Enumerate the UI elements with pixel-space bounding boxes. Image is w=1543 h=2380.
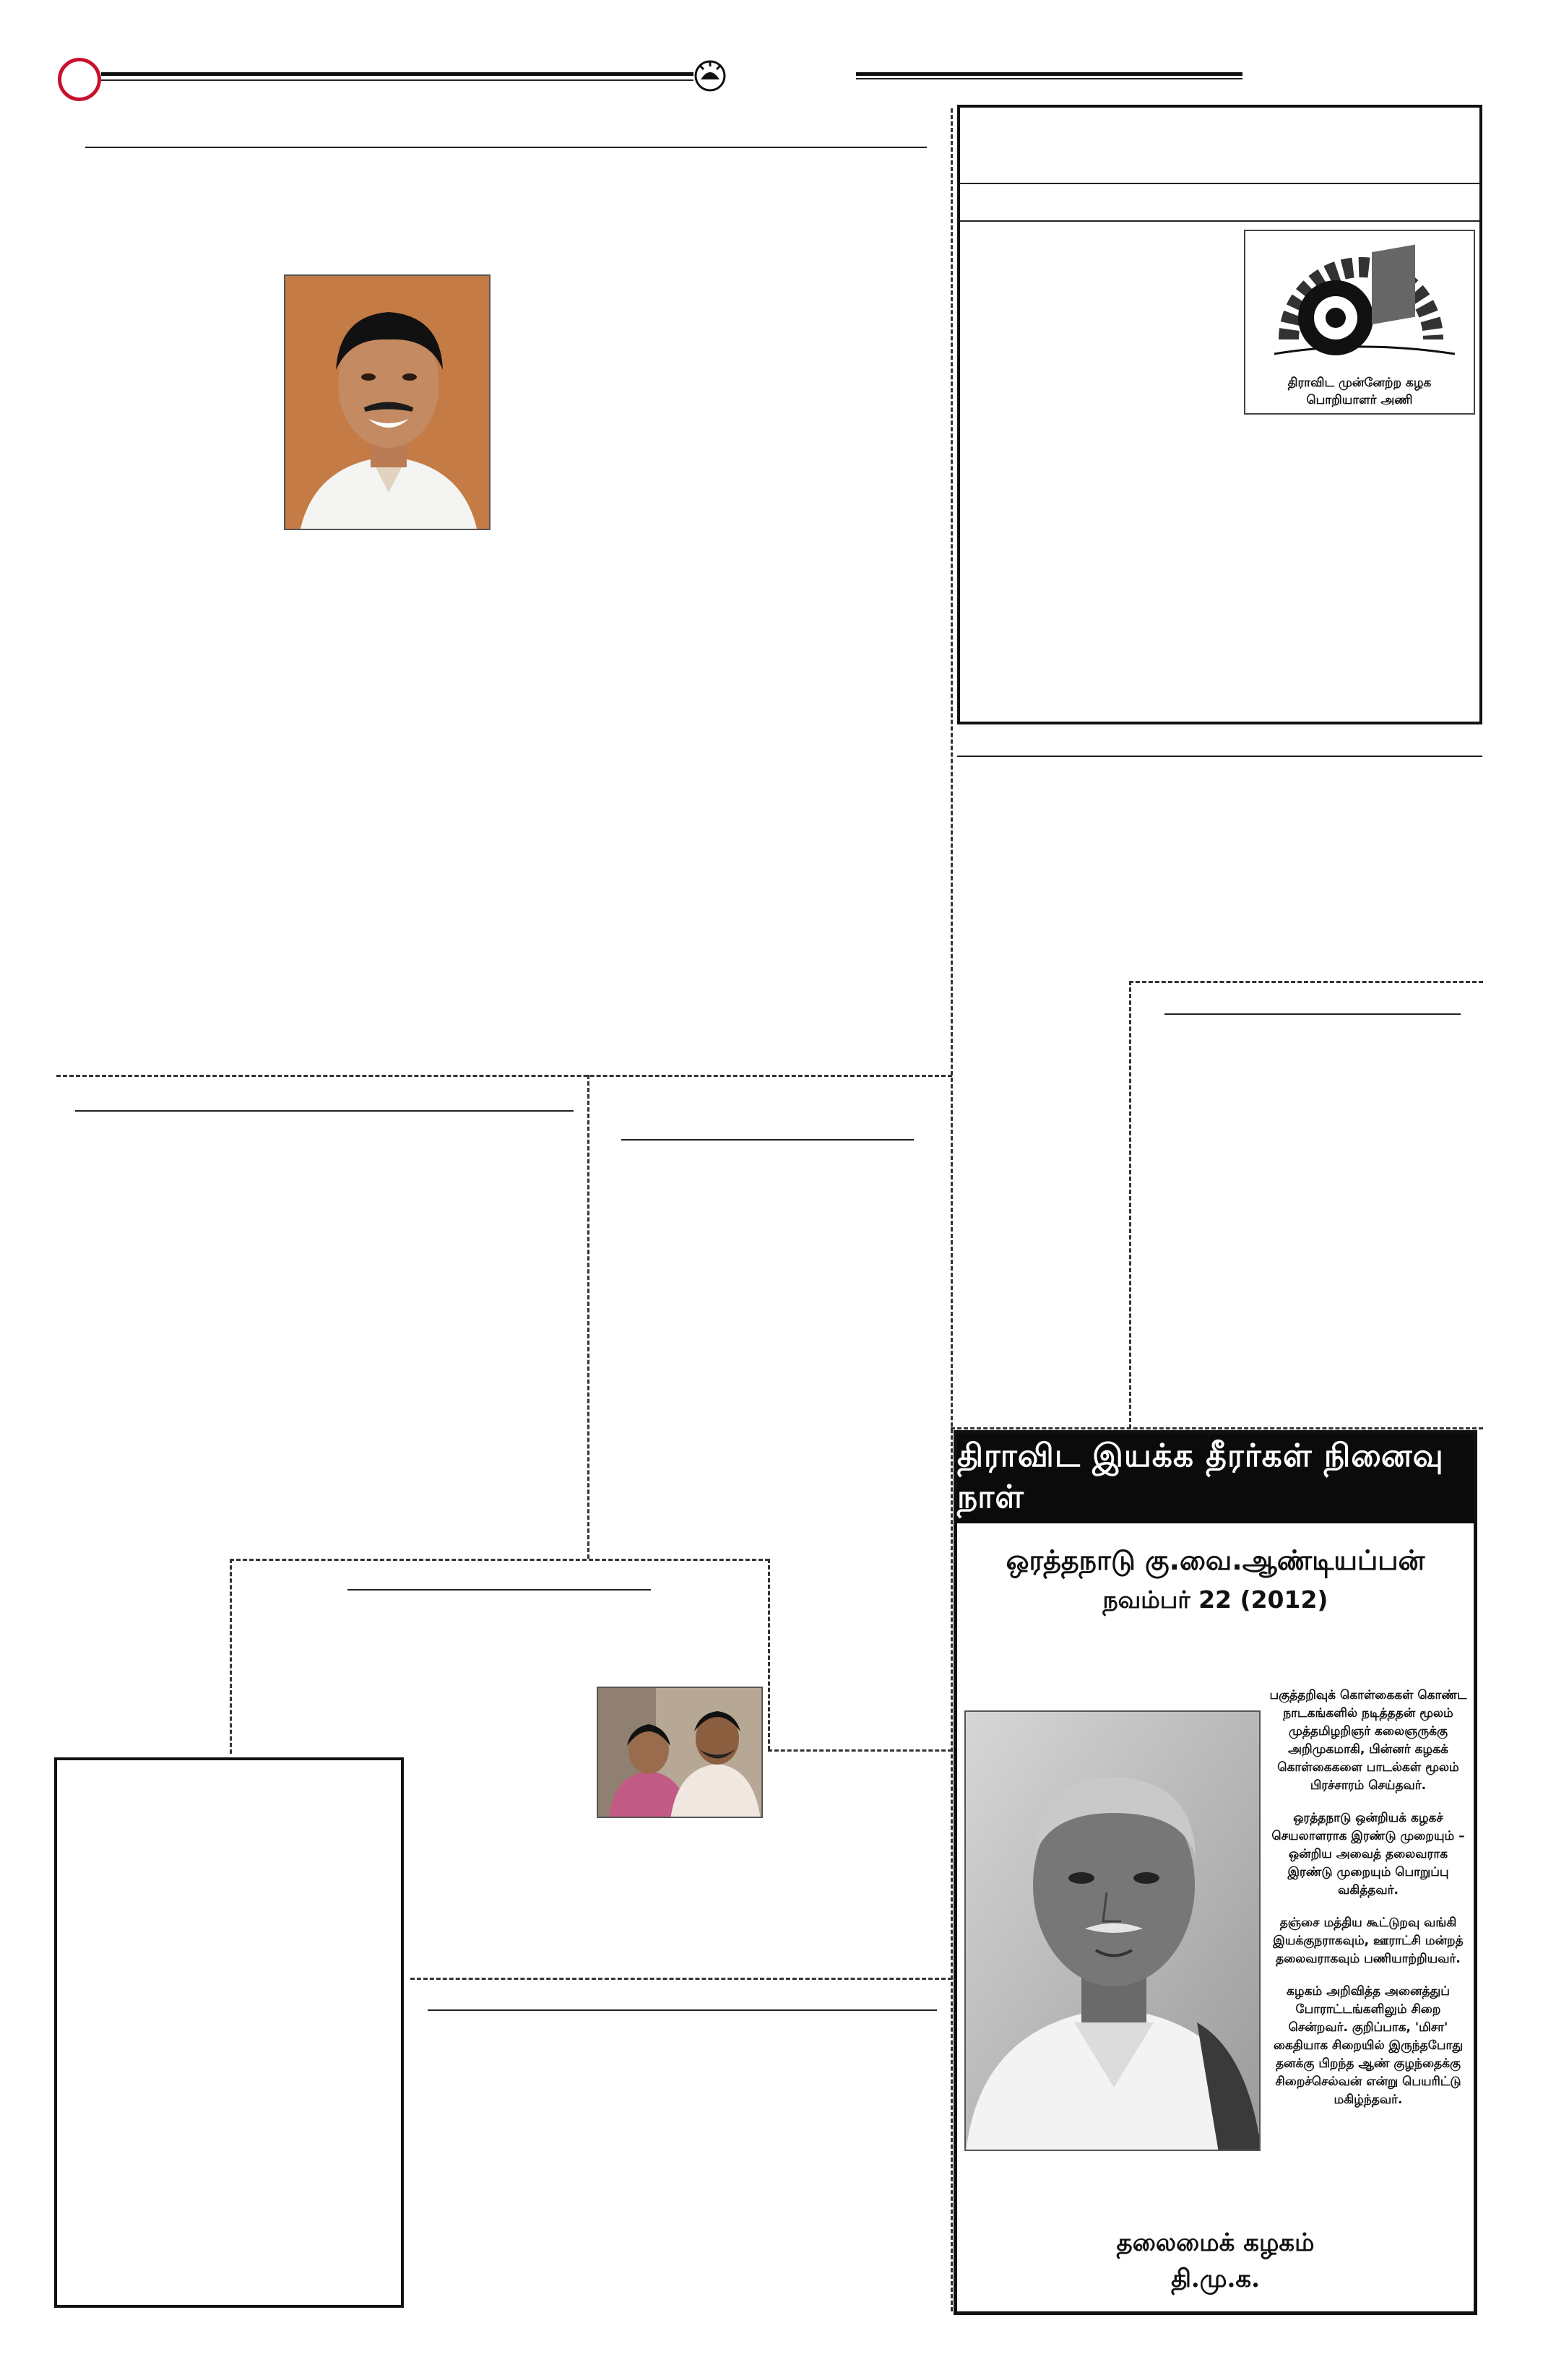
lower-headline-rule — [428, 2009, 937, 2011]
wedding-dash-right-ext — [768, 1749, 952, 1752]
header-rule-left-thin — [101, 79, 693, 81]
right-box-rule-1 — [960, 183, 1479, 184]
right-second-rule — [957, 756, 1482, 757]
wedding-dashed-box-left — [230, 1559, 232, 1754]
wedding-rule — [347, 1589, 651, 1591]
memorial-banner: திராவிட இயக்க தீரர்கள் நினைவு நாள் — [957, 1434, 1474, 1523]
logo-caption-line2: பொறியாளர் அணி — [1306, 393, 1413, 407]
couple-photo — [597, 1687, 763, 1818]
memorial-bio-paragraph: ஒரத்தநாடு ஒன்றியக் கழகச் செயலாளராக இரண்டு முறையும் – ஒன்றிய அவைத் தலைவராக இரண்டு முறையும் பொறுப்பு வகித்தவர். — [1271, 1811, 1465, 1897]
memorial-date: நவம்பர் 22 (2012) — [1102, 1585, 1328, 1614]
engineering-wing-logo — [1244, 230, 1475, 415]
memorial-signature-line1: தலைமைக் கழகம் — [1116, 2228, 1315, 2257]
page-number-marker — [58, 58, 101, 101]
memorial-top-dash — [951, 1427, 1483, 1429]
memorial-bio-paragraph: தஞ்சை மத்திய கூட்டுறவு வங்கி இயக்குநராகவும், ஊராட்சி மன்றத் தலைவராகவும் பணியாற்றியவர். — [1273, 1916, 1464, 1966]
lead-headline-rule — [85, 147, 927, 148]
right-third-dashed-left — [1129, 981, 1131, 1429]
memorial-notice — [954, 1430, 1477, 2315]
memorial-bio-paragraph: கழகம் அறிவித்த அனைத்துப் போராட்டங்களிலும் சிறை சென்றவர். குறிப்பாக, 'மிசா' கைதியாக சிறையில் இருந்தபோது தனக்கு பிறந்த ஆண் குழந்தைக்கு சிறைச்செல்வன் என்று பெயரிட்டு மகிழ்ந்தவர். — [1273, 1984, 1464, 2107]
memorial-bio — [1266, 1687, 1470, 2124]
logo-caption-line1: திராவிட முன்னேற்ற கழக — [1287, 376, 1432, 390]
wedding-dashed-box-top — [230, 1559, 769, 1561]
memorial-bio-paragraph: பகுத்தறிவுக் கொள்கைகள் கொண்ட நாடகங்களில் நடித்ததன் மூலம் முத்தமிழறிஞர் கலைஞருக்கு அறிமுகமாகி, பின்னர் கழகக் கொள்கைகளை பாடல்கள் மூலம் பிரச்சாரம் செய்தவர். — [1269, 1688, 1467, 1793]
right-third-dashed-top — [1129, 981, 1483, 983]
column-divider — [951, 108, 953, 2311]
mid-left-rule — [75, 1110, 574, 1112]
memorial-name: ஒரத்தநாடு கு.வை.ஆண்டியப்பன் — [1006, 1544, 1425, 1576]
wedding-dashed-box-right — [768, 1559, 770, 1750]
right-boxed-article — [957, 105, 1482, 724]
header-rule-right — [856, 72, 1242, 76]
right-box-rule-2 — [960, 220, 1479, 222]
lower-dashed-rule — [410, 1978, 952, 1980]
bottom-left-boxed-notice — [54, 1757, 404, 2308]
middle-dashed-divider — [56, 1075, 952, 1077]
party-emblem-icon — [693, 59, 727, 92]
memorial-signature-line2: தி.மு.க. — [1171, 2264, 1260, 2293]
mid-vertical-divider — [587, 1075, 589, 1559]
mid-right-rule — [621, 1139, 914, 1141]
leader-portrait — [284, 274, 490, 530]
right-third-rule — [1164, 1013, 1461, 1015]
header-rule-left — [101, 72, 693, 76]
header-rule-right-thin — [856, 78, 1242, 79]
memorial-portrait — [964, 1710, 1261, 2151]
